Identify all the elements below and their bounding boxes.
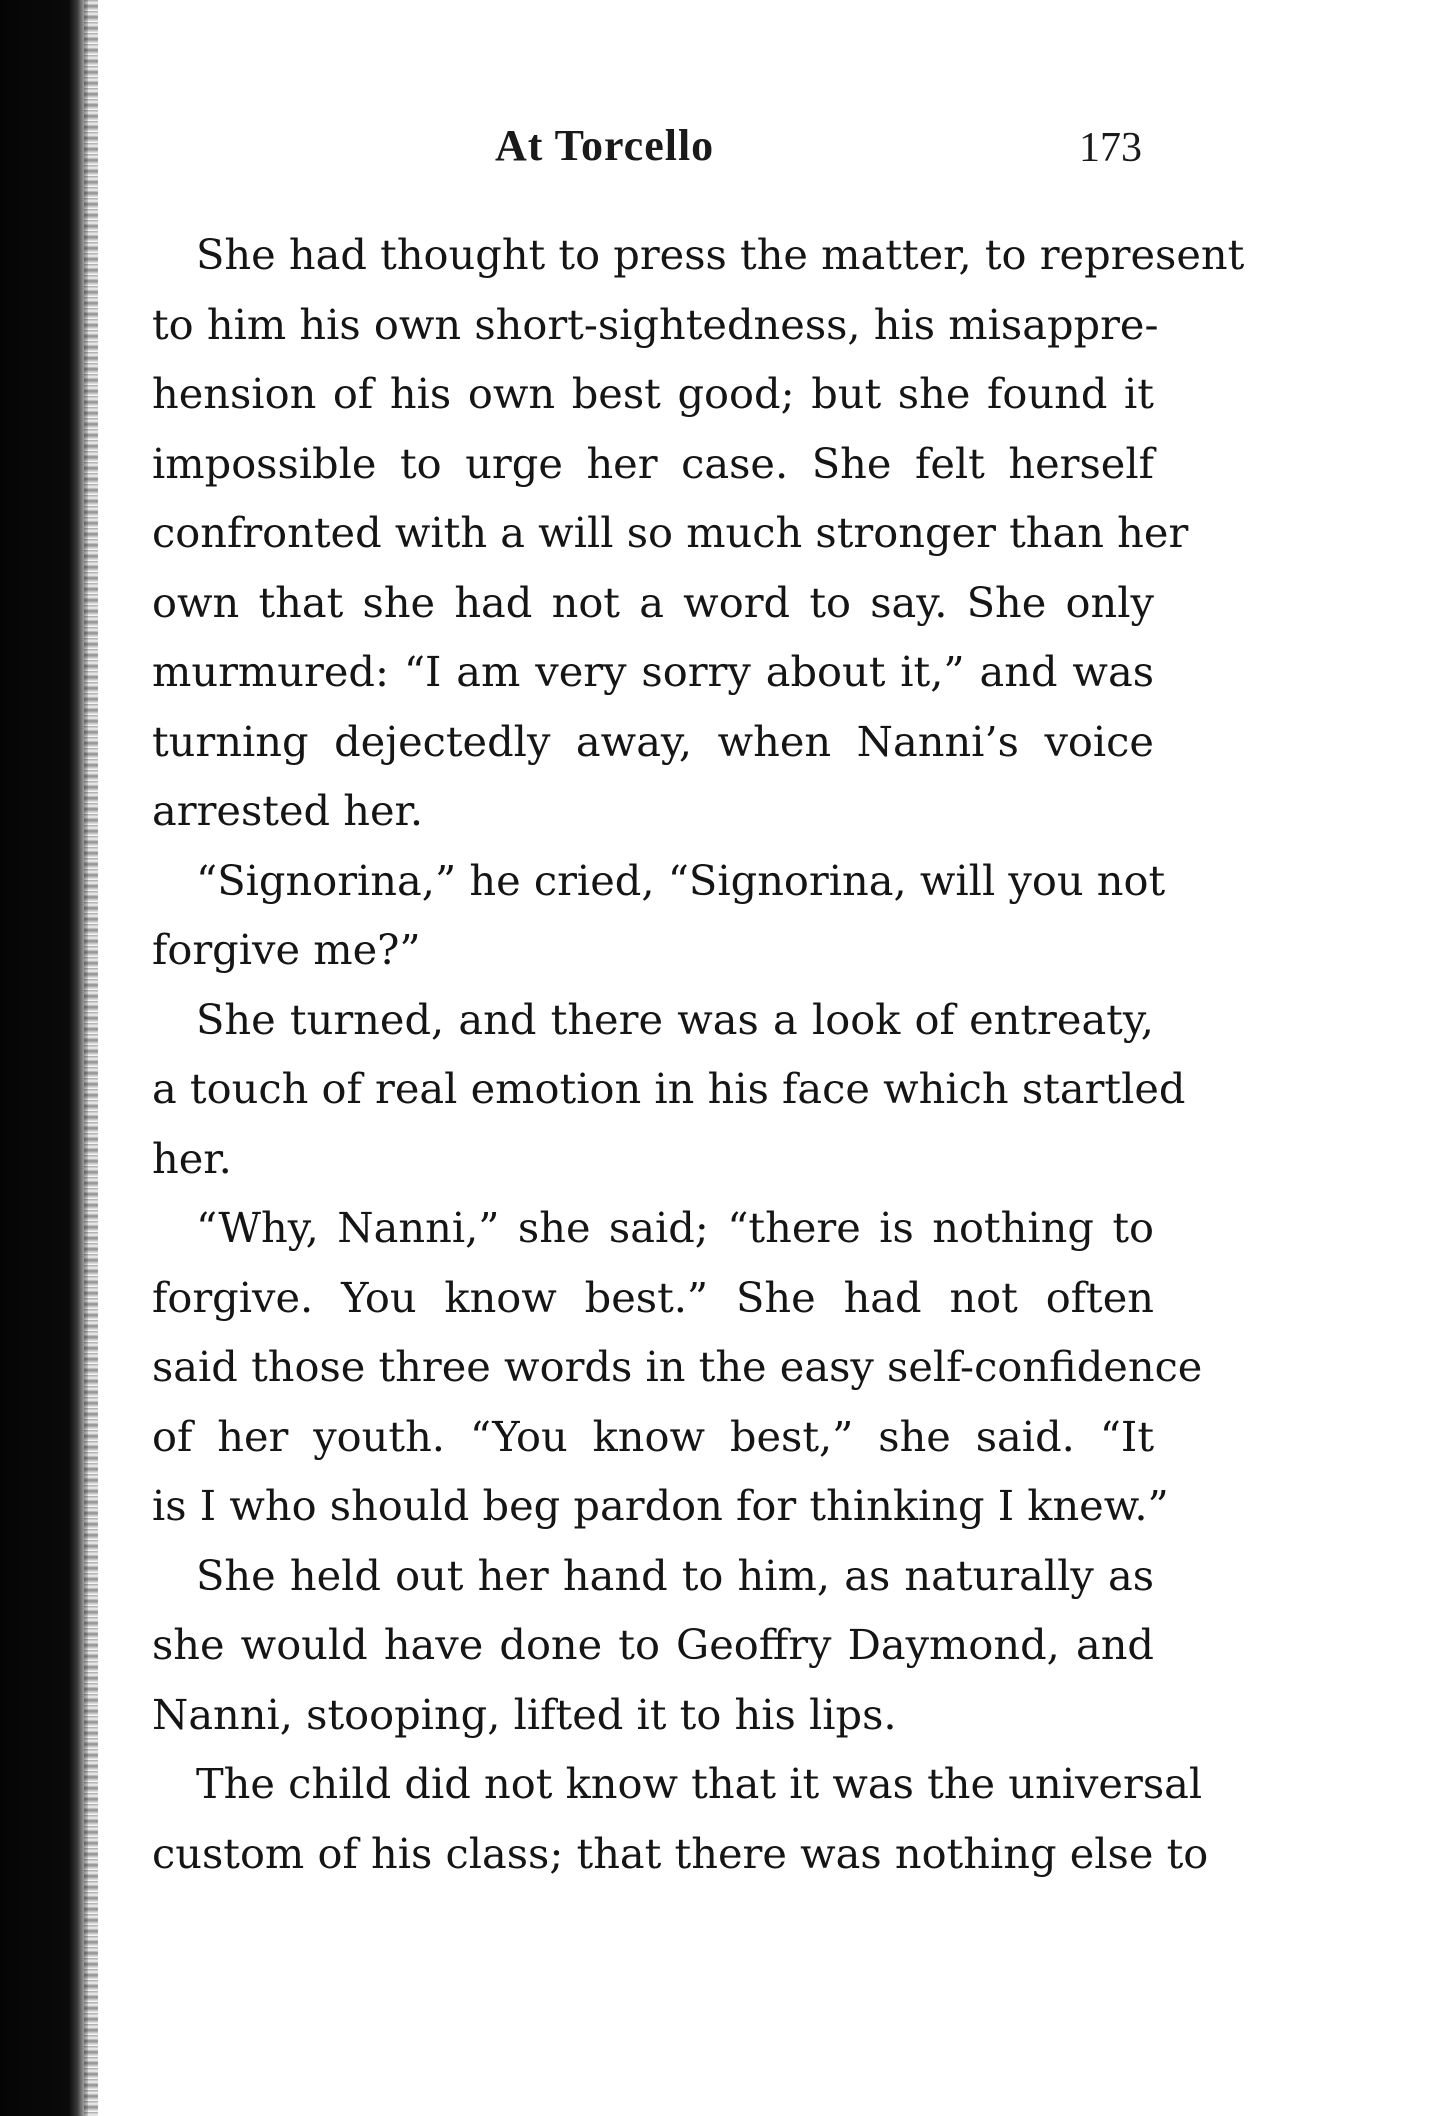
text-line: confronted with a will so much stronger than her: [152, 508, 1189, 557]
text-line: own that she had not a word to say. She only: [152, 577, 1154, 627]
text-line: She held out her hand to him, as naturally as: [196, 1550, 1154, 1600]
running-head: [150, 120, 1150, 180]
text-line: custom of his class; that there was nothing else to: [152, 1828, 1209, 1878]
text-line: she would have done to Geoffry Daymond, and: [152, 1620, 1154, 1669]
text-line: turning dejectedly away, when Nanni’s voice: [152, 716, 1154, 766]
page-binding-edge: [0, 0, 88, 2116]
text-line: forgive me?”: [152, 925, 421, 974]
text-line: said those three words in the easy self-confidence: [152, 1342, 1203, 1391]
text-line: is I who should beg pardon for thinking I knew.”: [152, 1481, 1169, 1530]
page-number: 173: [1079, 125, 1142, 171]
running-title: At Torcello: [495, 121, 715, 170]
text-line: impossible to urge her case. She felt herself: [152, 438, 1154, 488]
text-line: hension of his own best good; but she found it: [152, 369, 1154, 418]
text-line: She had thought to press the matter, to represent: [196, 230, 1245, 279]
text-line: to him his own short-sightedness, his misappre-: [152, 299, 1159, 349]
text-line: “Signorina,” he cried, “Signorina, will you not: [196, 855, 1166, 905]
text-line: arrested her.: [152, 786, 424, 835]
text-line: a touch of real emotion in his face which startled: [152, 1064, 1186, 1113]
text-line: Nanni, stooping, lifted it to his lips.: [152, 1689, 897, 1739]
text-line: forgive. You know best.” She had not often: [152, 1272, 1154, 1322]
text-line: “Why, Nanni,” she said; “there is nothing to: [196, 1203, 1154, 1252]
text-line: murmured: “I am very sorry about it,” and was: [152, 647, 1154, 696]
body-text: [152, 220, 1245, 1888]
text-line: The child did not know that it was the universal: [196, 1759, 1203, 1808]
text-line: of her youth. “You know best,” she said. “It: [152, 1411, 1154, 1461]
text-line: She turned, and there was a look of entreaty,: [196, 994, 1154, 1044]
text-line: her.: [152, 1133, 232, 1183]
